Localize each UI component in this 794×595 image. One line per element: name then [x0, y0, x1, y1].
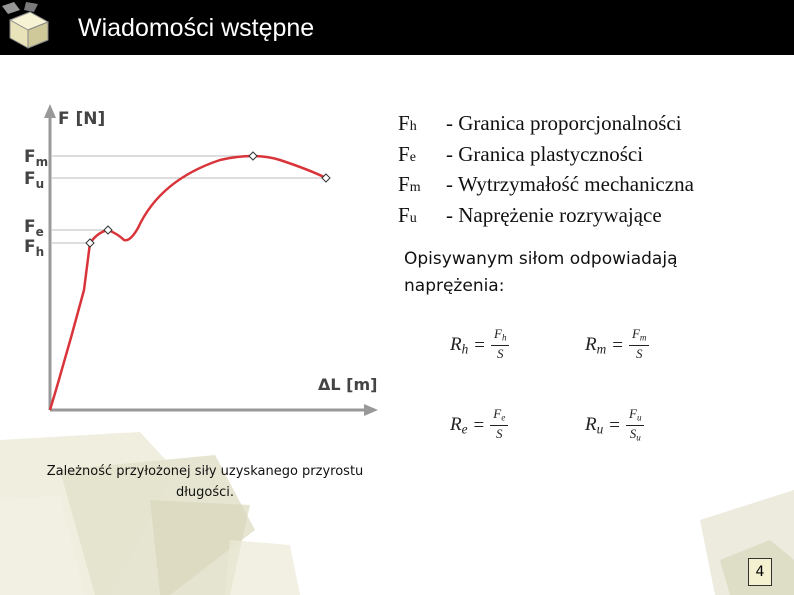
x-axis-label: ΔL [m] — [318, 375, 378, 394]
formula-rm: $R_m$ = $\frac{F_m}{S}$ — [585, 326, 649, 366]
y-axis-label: F [N] — [58, 109, 106, 129]
formula-re: $R_e$ = $\frac{F_e}{S}$ — [450, 406, 508, 446]
diagram-caption: Zależność przyłożonej siły uzyskanego przyrostu długości. — [46, 464, 364, 500]
description-text: Opisywanym siłom odpowiadają naprężenia: — [404, 249, 678, 296]
x-axis-arrow-icon — [364, 404, 378, 416]
point-fe-icon — [104, 226, 112, 234]
y-label-fe: $F_e$ — [24, 217, 44, 239]
page-title: Wiadomości wstępne — [78, 14, 315, 42]
stress-strain-curve — [50, 156, 326, 410]
legend-row-fm: Fm - Wytrzymałość mechaniczna — [398, 172, 694, 196]
formula-rh: $R_h$ = $\frac{F_h}{S}$ — [450, 326, 509, 366]
y-label-fu: $F_u$ — [24, 169, 45, 191]
point-fu-icon — [322, 174, 330, 182]
formula-ru: $R_u$ = $\frac{F_u}{S_u}$ — [585, 406, 644, 446]
legend-row-fe: Fe - Granica plastyczności — [398, 141, 644, 166]
y-axis-arrow-icon — [44, 104, 56, 118]
header-bar — [0, 0, 794, 55]
y-label-fh: $F_h$ — [24, 237, 45, 259]
y-label-fm: $F_m$ — [24, 147, 49, 169]
force-elongation-diagram — [20, 100, 390, 430]
point-fm-icon — [249, 152, 257, 160]
cube-logo-icon — [0, 0, 60, 52]
page-number: 4 — [748, 558, 772, 586]
legend-row-fh: Fh - Granica proporcjonalności — [398, 111, 682, 135]
legend — [398, 110, 694, 232]
legend-row-fu: Fu - Naprężenie rozrywające — [398, 202, 662, 227]
